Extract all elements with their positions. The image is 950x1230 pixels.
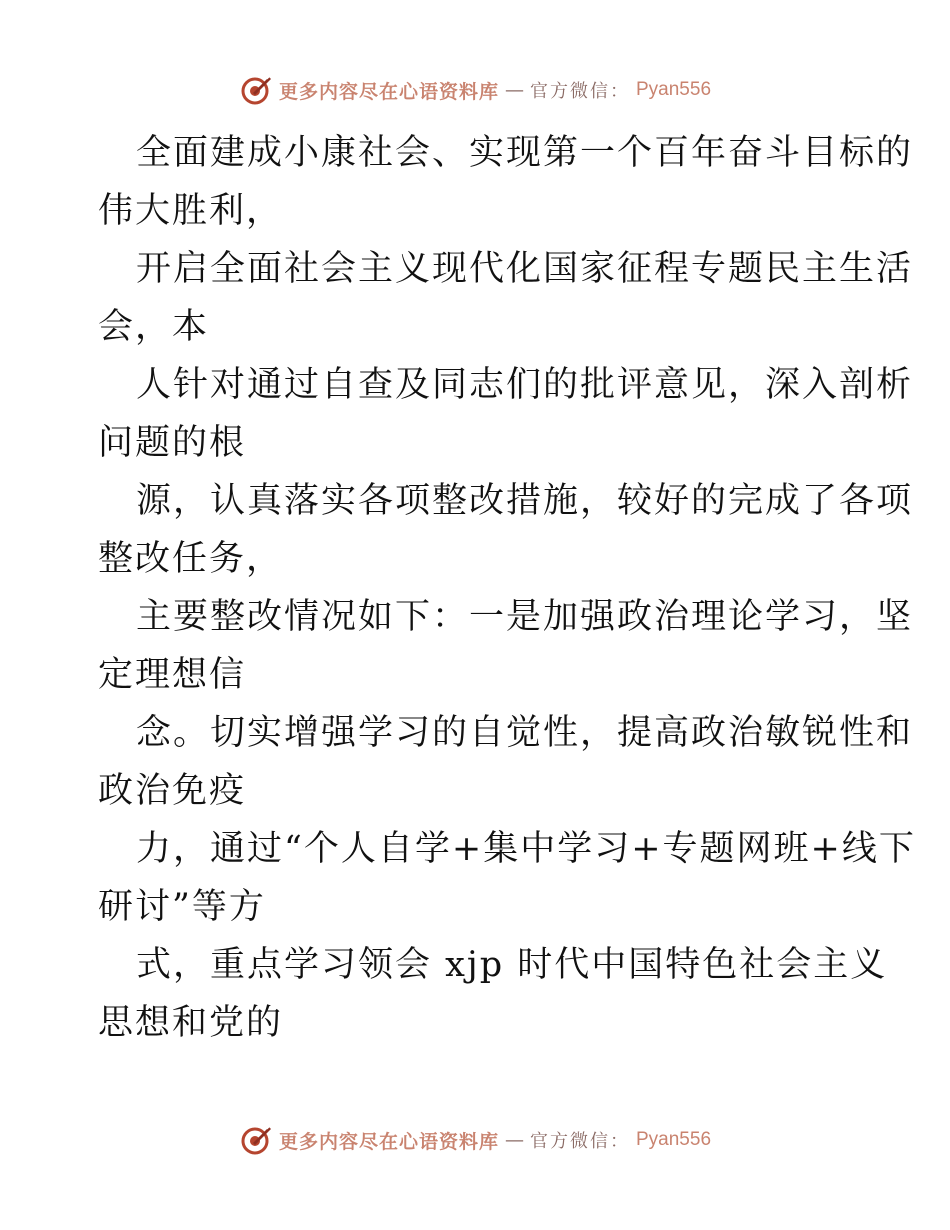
text-line: 念。切实增强学习的自觉性，提高政治敏锐性和 xyxy=(136,713,914,753)
watermark-wechat-id: Pyan556 xyxy=(636,79,712,100)
text-line: 政治免疫 xyxy=(98,771,247,811)
watermark-wechat-label: 官方微信： xyxy=(530,1131,630,1152)
text-line: 伟大胜利， xyxy=(98,191,284,231)
text-line: 整改任务， xyxy=(98,539,284,579)
header-watermark xyxy=(0,70,950,110)
text-line: 研讨”等方 xyxy=(98,887,266,927)
text-line: 问题的根 xyxy=(98,423,247,463)
watermark-wechat-id: Pyan556 xyxy=(636,1129,712,1150)
text-line: 思想和党的 xyxy=(98,1003,284,1043)
watermark-separator: — xyxy=(505,79,524,101)
watermark-site-name: 更多内容尽在心语资料库 xyxy=(278,1130,499,1153)
footer-watermark xyxy=(0,1120,950,1160)
header-watermark-content xyxy=(239,73,711,107)
text-line: 会，本 xyxy=(98,307,210,347)
footer-watermark-content xyxy=(239,1123,711,1157)
text-line: 主要整改情况如下：一是加强政治理论学习，坚 xyxy=(136,597,914,637)
watermark-site-name: 更多内容尽在心语资料库 xyxy=(278,80,499,103)
text-line: 人针对通过自查及同志们的批评意见，深入剖析 xyxy=(136,365,914,405)
watermark-wechat-label: 官方微信： xyxy=(530,81,630,102)
text-line: 源，认真落实各项整改措施，较好的完成了各项 xyxy=(136,481,914,521)
text-line: 式，重点学习领会 xjp 时代中国特色社会主义 xyxy=(136,945,888,985)
text-line: 开启全面社会主义现代化国家征程专题民主生活 xyxy=(136,249,914,289)
watermark-separator: — xyxy=(505,1129,524,1151)
text-line: 定理想信 xyxy=(98,655,247,695)
text-line: 力，通过“个人自学+集中学习+专题网班+线下 xyxy=(136,829,916,869)
pen-logo-icon xyxy=(239,73,273,107)
text-line: 全面建成小康社会、实现第一个百年奋斗目标的 xyxy=(136,133,914,173)
pen-logo-icon xyxy=(239,1123,273,1157)
document-body xyxy=(98,124,916,1052)
